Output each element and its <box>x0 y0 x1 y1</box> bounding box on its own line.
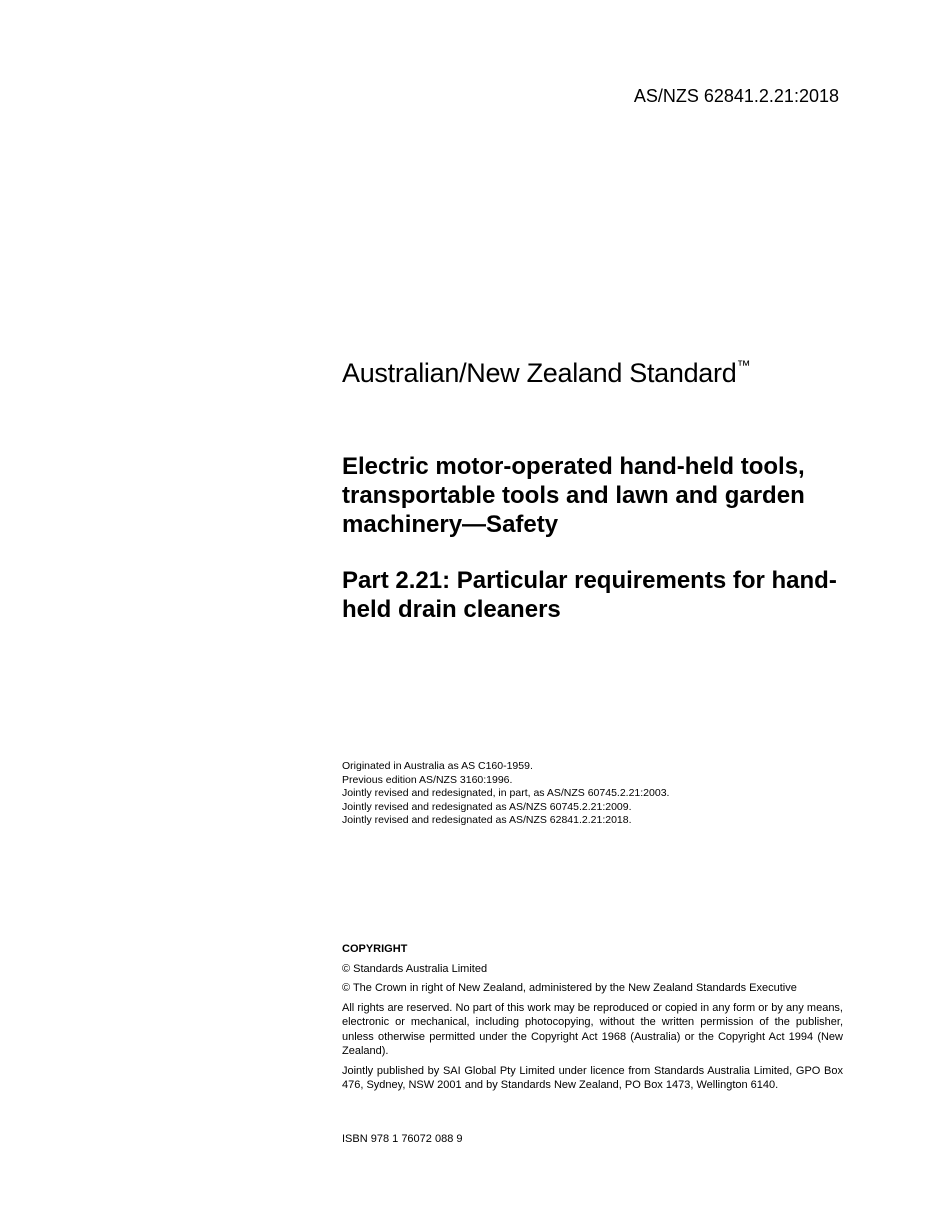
copyright-publisher: Jointly published by SAI Global Pty Limited under licence from Standards Australia Limited, GPO Box 476, Sydney, NSW 2001 and by Standards New Zealand, PO Box 1473, Wellington 6140. <box>342 1064 843 1091</box>
history-line: Previous edition AS/NZS 3160:1996. <box>342 773 513 786</box>
copyright-crown-nz: © The Crown in right of New Zealand, administered by the New Zealand Standards Executive <box>342 982 797 994</box>
series-title <box>342 357 843 389</box>
copyright-heading: COPYRIGHT <box>342 943 408 955</box>
publication-history <box>342 760 843 828</box>
trademark-symbol: ™ <box>736 357 751 373</box>
copyright-standards-australia: © Standards Australia Limited <box>342 962 488 975</box>
history-line: Jointly revised and redesignated, in part, as AS/NZS 60745.2.21:2003. <box>342 787 670 799</box>
series-title-text: Australian/New Zealand Standard <box>342 358 737 388</box>
history-line: Jointly revised and redesignated as AS/NZS 60745.2.21:2009. <box>342 800 632 813</box>
main-title: Electric motor-operated hand-held tools, transportable tools and lawn and garden machinery—Safety <box>342 453 805 538</box>
copyright-block <box>342 942 843 1098</box>
history-line: Originated in Australia as AS C160-1959. <box>342 760 533 772</box>
history-line: Jointly revised and redesignated as AS/NZS 62841.2.21:2018. <box>342 814 632 826</box>
part-title: Part 2.21: Particular requirements for hand-held drain cleaners <box>342 567 837 623</box>
isbn: ISBN 978 1 76072 088 9 <box>342 1133 463 1145</box>
copyright-rights-reserved: All rights are reserved. No part of this work may be reproduced or copied in any form or by any means, electronic or mechanical, including photocopying, without the written permission of the publisher, unless otherwise permitted under the Copyright Act 1968 (Australia) or the Copyright Act 1994 (New Zealand). <box>342 1001 843 1057</box>
document-number: AS/NZS 62841.2.21:2018 <box>633 86 839 106</box>
